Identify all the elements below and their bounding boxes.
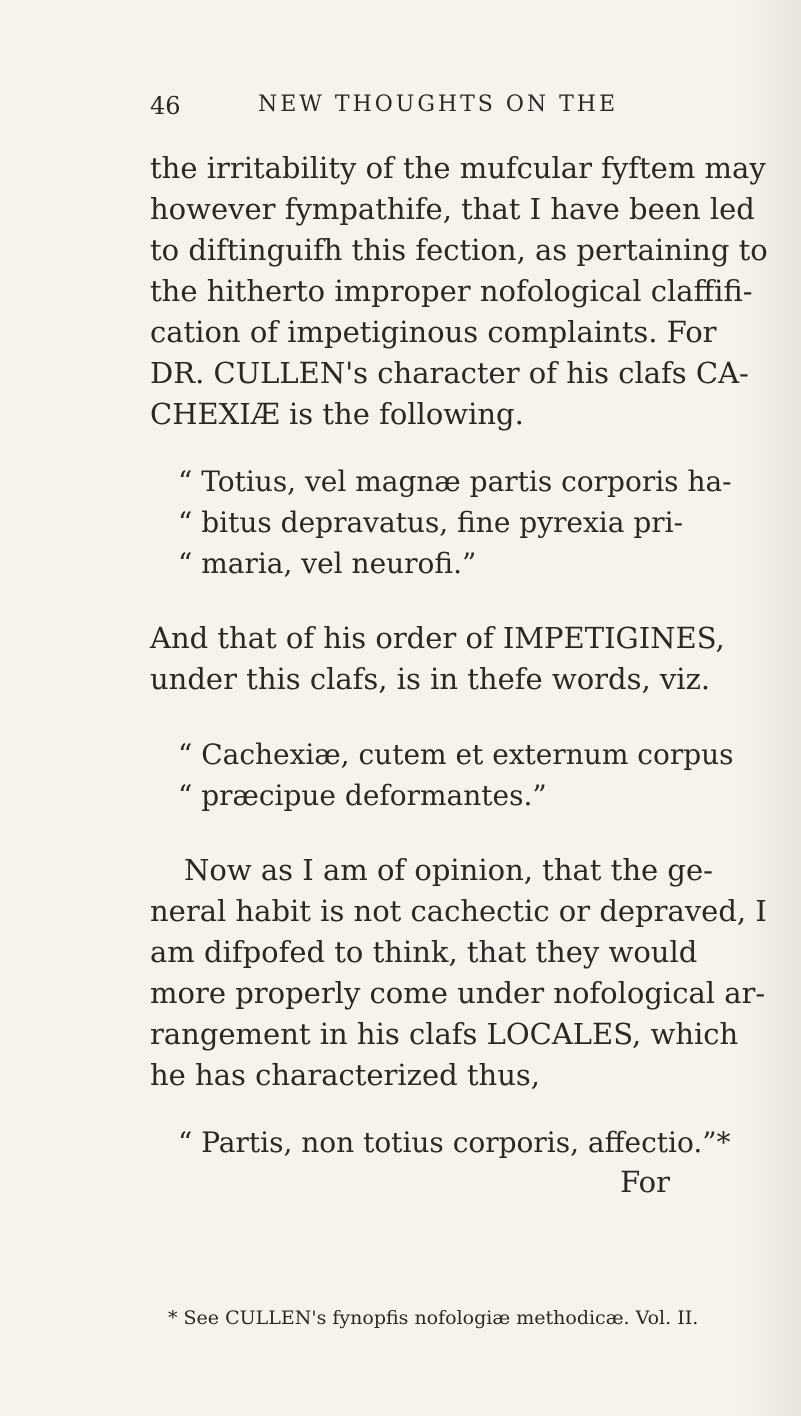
quote-line: “ bitus depravatus, fine pyrexia pri- [178,506,684,539]
page-number: 46 [150,92,181,120]
text-line: more properly come under nofological ar- [150,976,766,1010]
paragraph-3 [150,850,767,1096]
text-line: the irritability of the mufcular fyftem may [150,151,766,185]
quote-line: “ Cachexiæ, cutem et externum corpus [178,738,734,771]
quote-line: “ Partis, non totius corporis, affectio.”* [178,1126,731,1159]
text-line: DR. CULLEN's character of his clafs CA- [150,356,749,390]
text-line: CHEXIÆ is the following. [150,397,524,431]
paragraph-2 [150,618,725,700]
text-line: And that of his order of IMPETIGINES, [150,621,725,655]
catchword: For [620,1165,670,1199]
quote-line: “ Totius, vel magnæ partis corporis ha- [178,465,732,498]
quote-1 [150,461,732,584]
running-head: NEW THOUGHTS ON THE [258,92,619,117]
quote-2 [150,734,734,816]
quote-3 [150,1122,731,1163]
page-header [150,92,670,126]
paragraph-1 [150,148,768,435]
quote-line: “ præcipue deformantes.” [178,779,547,812]
text-line: cation of impetiginous complaints. For [150,315,717,349]
text-line: neral habit is not cachectic or depraved, I [150,894,767,928]
text-line: the hitherto improper nofological claffifi- [150,274,753,308]
text-line: to diftinguifh this fection, as pertaining to [150,233,768,267]
quote-line: “ maria, vel neurofi.” [178,547,477,580]
footnote: * See CULLEN's fynopfis nofologiæ methodicæ. Vol. II. [168,1307,699,1329]
text-line: under this clafs, is in thefe words, viz. [150,662,711,696]
page-body [150,148,768,1201]
text-line: however fympathife, that I have been led [150,192,755,226]
text-line: he has characterized thus, [150,1058,541,1092]
text-line: rangement in his clafs LOCALES, which [150,1017,739,1051]
text-line: Now as I am of opinion, that the ge- [184,853,713,887]
text-line: am difpofed to think, that they would [150,935,698,969]
